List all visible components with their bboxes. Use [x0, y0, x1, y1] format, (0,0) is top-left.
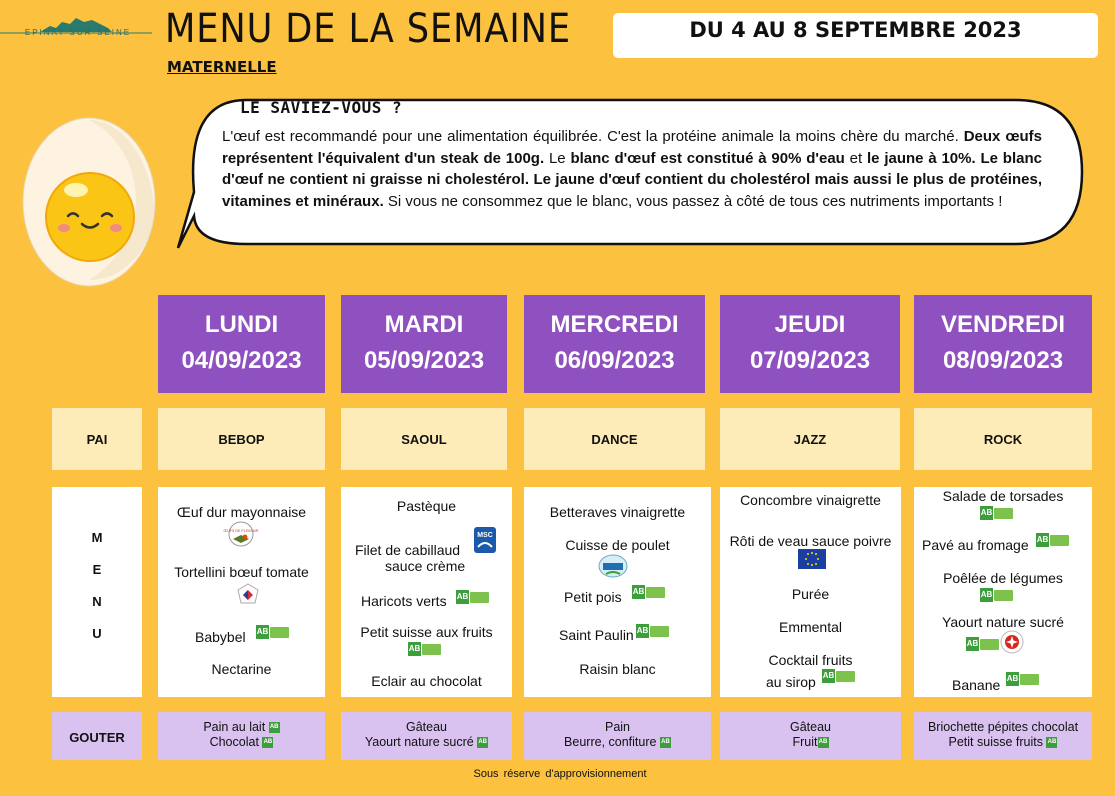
eu-leaf-icon [994, 508, 1013, 519]
dish: Salade de torsades [942, 488, 1064, 504]
gouter-item: Gâteau [789, 720, 831, 734]
dish: Eclair au chocolat [371, 673, 482, 689]
eu-leaf-icon [994, 590, 1013, 601]
msc-label-icon [474, 527, 496, 553]
eu-leaf-icon [650, 626, 669, 637]
theme-lundi: BEBOP [158, 408, 325, 470]
dish: Rôti de veau sauce poivre [729, 533, 892, 549]
dish: Yaourt nature sucré [942, 614, 1064, 630]
gouter-vendredi [914, 712, 1092, 760]
eu-flag-icon [798, 549, 826, 569]
dish: Cocktail fruits [768, 652, 853, 668]
theme-jeudi: JAZZ [720, 408, 900, 470]
eu-leaf-icon [422, 644, 441, 655]
day-header-vendredi [914, 295, 1092, 393]
day-date: 05/09/2023 [363, 347, 485, 374]
dish: Banane [952, 677, 1001, 693]
dish: Tortellini bœuf tomate [174, 564, 309, 580]
gouter-item: Briochette pépites chocolat [927, 720, 1079, 734]
ab-text: AB [408, 642, 421, 656]
info-text-bold: Deux œufs représentent l'équivalent d'un steak de 100g. [222, 128, 1042, 167]
dish: sauce crème [385, 558, 466, 574]
ab-text: AB [660, 737, 671, 748]
theme-mardi: SAOUL [341, 408, 507, 470]
dish: Pastèque [396, 498, 457, 514]
info-text-part: et [844, 149, 867, 167]
dish: Cuisse de poulet [565, 537, 670, 553]
day-header-mercredi [524, 295, 705, 393]
organic-ab-label-icon [269, 722, 280, 733]
day-name: VENDREDI [940, 311, 1066, 338]
info-text-part: Si vous ne consommez que le blanc, vous passez à côté de tous ces nutriments importants ! [383, 192, 1003, 210]
organic-ab-label-icon [262, 737, 273, 748]
gouter-item: Gâteau [405, 720, 447, 734]
gouter-mercredi [524, 712, 711, 760]
eu-leaf-icon [646, 587, 665, 598]
dish: Concombre vinaigrette [740, 492, 881, 508]
organic-ab-label-icon [408, 642, 441, 656]
menu-cell-lundi [158, 487, 325, 697]
day-name: LUNDI [204, 311, 279, 338]
theme-vendredi: ROCK [914, 408, 1092, 470]
dish: Emmental [778, 619, 843, 635]
organic-ab-label-icon [1036, 533, 1069, 547]
gouter-jeudi [720, 712, 901, 760]
ab-text: AB [980, 506, 993, 520]
dish: Pavé au fromage [922, 537, 1029, 553]
dish: Haricots verts [361, 593, 447, 609]
menu-letter: N [92, 594, 102, 609]
organic-ab-label-icon [1046, 737, 1057, 748]
oeufs-plein-air-label-icon [223, 521, 259, 547]
day-name: MARDI [384, 311, 464, 338]
eu-leaf-icon [1020, 674, 1039, 685]
menu-cell-jeudi [720, 487, 901, 697]
gouter-item: Fruit [792, 735, 818, 749]
gouter-mardi [341, 712, 512, 760]
dish: Saint Paulin [559, 627, 634, 643]
organic-ab-label-icon [256, 625, 289, 639]
organic-ab-label-icon [822, 669, 855, 683]
ab-text: AB [256, 625, 269, 639]
gouter-label: GOUTER [52, 712, 142, 760]
ab-text: AB [966, 637, 979, 651]
ab-text: AB [980, 588, 993, 602]
eu-leaf-icon [836, 671, 855, 682]
label-rouge-icon [1000, 630, 1024, 654]
menu-cell-vendredi [914, 487, 1092, 697]
menu-cell-mercredi [524, 487, 711, 697]
ab-text: AB [1046, 737, 1057, 748]
dish: Œuf dur mayonnaise [176, 504, 307, 520]
ab-text: AB [1006, 672, 1019, 686]
eu-leaf-icon [270, 627, 289, 638]
gouter-item: Pain [604, 720, 631, 734]
gouter-item: Beurre, confiture [564, 735, 657, 749]
theme-mercredi: DANCE [524, 408, 705, 470]
ab-text: AB [632, 585, 645, 599]
viande-francaise-label-icon [236, 582, 260, 606]
organic-ab-label-icon [818, 737, 829, 748]
day-date: 08/09/2023 [942, 347, 1064, 374]
organic-ab-label-icon [456, 590, 489, 604]
ab-text: AB [262, 737, 273, 748]
organic-ab-label-icon [1006, 672, 1039, 686]
eu-leaf-icon [980, 639, 999, 650]
day-date: 07/09/2023 [749, 347, 871, 374]
page-title: MENU DE LA SEMAINE [165, 6, 571, 52]
dish: Petit pois [564, 589, 622, 605]
organic-ab-label-icon [980, 506, 1013, 520]
organic-ab-label-icon [632, 585, 665, 599]
organic-ab-label-icon [660, 737, 671, 748]
menu-vertical-label [52, 530, 142, 658]
dish: Babybel [195, 629, 246, 645]
ab-text: AB [1036, 533, 1049, 547]
day-header-lundi [158, 295, 325, 393]
organic-ab-label-icon [636, 624, 669, 638]
dish: Nectarine [211, 661, 272, 677]
volaille-label-icon [598, 554, 628, 578]
day-header-jeudi [720, 295, 900, 393]
dish: Purée [791, 586, 830, 602]
menu-letter: E [92, 562, 102, 577]
day-date: 06/09/2023 [554, 347, 675, 374]
info-text-bold: le jaune à 10%. Le blanc d'œuf ne contient ni graisse ni cholestérol. Le jaune d'œuf contient du cholestérol mais aussi le plus de protéines, vitamines et minéraux. [222, 149, 1042, 210]
dish: Raisin blanc [579, 661, 656, 677]
day-date: 04/09/2023 [181, 347, 302, 374]
day-name: JEUDI [774, 311, 846, 338]
day-name: MERCREDI [550, 311, 679, 338]
info-text [222, 126, 1042, 212]
menu-letter: U [92, 626, 102, 641]
city-logo-text: EPINAY-SUR-SEINE [24, 28, 132, 37]
gouter-item: Chocolat [209, 735, 259, 749]
ab-text: AB [636, 624, 649, 638]
page-subtitle: MATERNELLE [167, 58, 277, 76]
info-text-bold: blanc d'œuf est constitué à 90% d'eau [570, 149, 845, 167]
info-text-part: L'œuf est recommandé pour une alimentation équilibrée. C'est la protéine animale la moins chère du marché. [222, 128, 964, 145]
pai-label: PAI [52, 408, 142, 470]
dish: Petit suisse aux fruits [360, 624, 493, 640]
dish: au sirop [766, 674, 816, 690]
eu-leaf-icon [470, 592, 489, 603]
dish: Betteraves vinaigrette [549, 504, 686, 520]
city-logo-icon [0, 10, 152, 42]
oeufs-label-text: ŒUFS DE PLEIN AIR [223, 529, 259, 533]
ab-text: AB [818, 737, 829, 748]
gouter-item: Petit suisse fruits [948, 735, 1043, 749]
organic-ab-label-icon [966, 637, 999, 651]
ab-text: AB [269, 722, 280, 733]
date-range-box [613, 13, 1098, 58]
egg-mascot-icon [18, 92, 160, 287]
eu-flag-text: EU [809, 557, 815, 562]
ab-text: AB [822, 669, 835, 683]
ab-text: AB [477, 737, 488, 748]
ab-text: AB [456, 590, 469, 604]
msc-text: MSC [477, 532, 493, 539]
gouter-lundi [158, 712, 325, 760]
day-header-mardi [341, 295, 507, 393]
organic-ab-label-icon [980, 588, 1013, 602]
footnote: Sous réserve d'approvisionnement [473, 768, 647, 780]
date-range: DU 4 AU 8 SEPTEMBRE 2023 [689, 18, 1022, 42]
info-title: LE SAVIEZ-VOUS ? [240, 98, 403, 117]
dish: Poêlée de légumes [943, 570, 1063, 586]
organic-ab-label-icon [477, 737, 488, 748]
menu-cell-mardi [341, 487, 512, 697]
dish: Filet de cabillaud [355, 542, 461, 558]
info-text-part: Le [544, 149, 571, 167]
menu-letter: M [91, 530, 103, 545]
eu-leaf-icon [1050, 535, 1069, 546]
gouter-item: Yaourt nature sucré [364, 735, 474, 749]
gouter-item: Pain au lait [203, 720, 266, 734]
